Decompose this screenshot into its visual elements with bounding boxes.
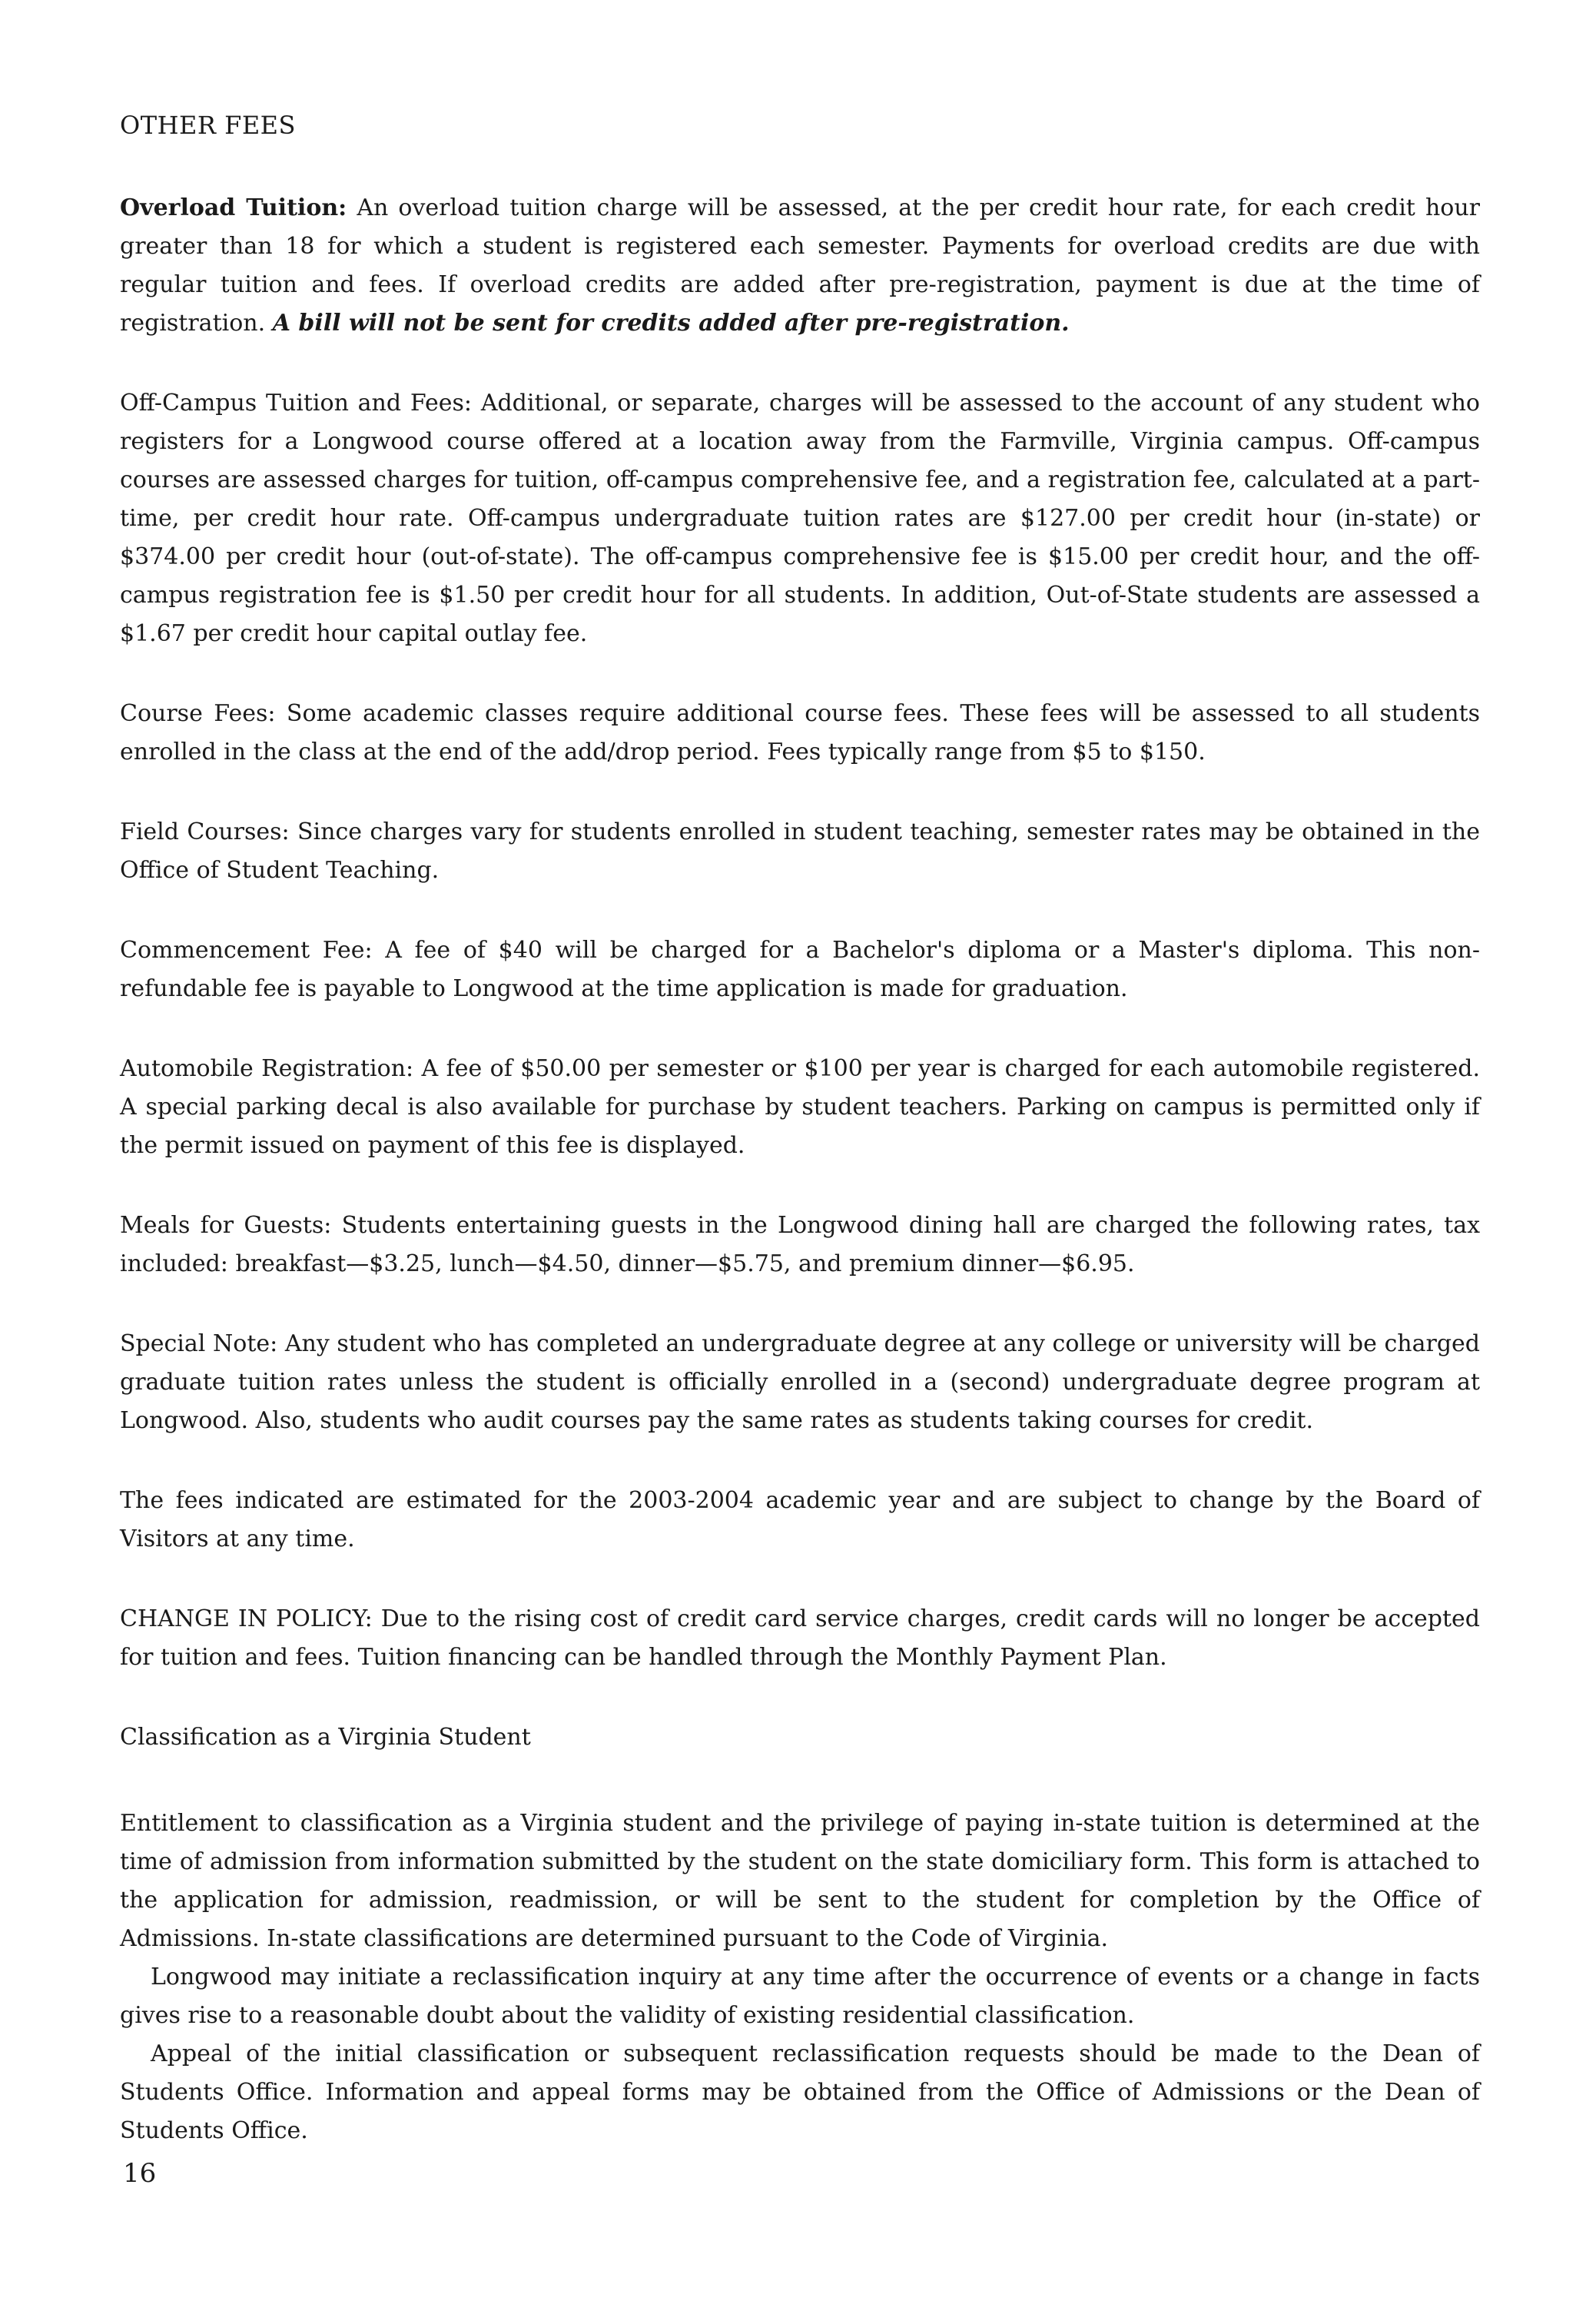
special-note-lead: Special Note:	[120, 1330, 278, 1357]
change-policy-lead: CHANGE IN POLICY:	[120, 1605, 373, 1632]
commencement-text: A fee of $40 will be charged for a Bachelor's diploma or a Master's diploma. This non-refundable fee is payable to Longwood at the time application is made for graduation.	[120, 937, 1480, 1002]
course-fees-text: Some academic classes require additional course fees. These fees will be assessed to all students enrolled in the class at the end of the add/drop period. Fees typically range from $5 to $150.	[120, 700, 1480, 765]
section-heading: OTHER FEES	[120, 111, 296, 140]
classification-paragraph-1: Entitlement to classification as a Virginia student and the privilege of paying in-state tuition is determined at the time of admission from information submitted by the student on the state domiciliary form. This form is attached to the application for admission, readmission, or will be sent to the student for completion by the Office of Admissions. In-state classifications are determined pursuant to the Code of Virginia.	[120, 1810, 1480, 1952]
overload-emphasis: A bill will not be sent for credits added after pre-registration.	[272, 310, 1070, 337]
automobile-lead: Automobile Registration:	[120, 1055, 414, 1082]
overload-paragraph	[120, 189, 1480, 343]
meals-lead: Meals for Guests:	[120, 1212, 332, 1239]
commencement-lead: Commencement Fee:	[120, 937, 373, 964]
estimate-note-paragraph: The fees indicated are estimated for the 2003-2004 academic year and are subject to change by the Board of Visitors at any time.	[120, 1487, 1480, 1552]
offcampus-lead: Off-Campus Tuition and Fees:	[120, 390, 473, 417]
change-policy-text: Due to the rising cost of credit card service charges, credit cards will no longer be accepted for tuition and fees. Tuition financing can be handled through the Monthly Payment Plan.	[120, 1605, 1481, 1671]
classification-heading: Classification as a Virginia Student	[120, 1724, 531, 1751]
overload-text: An overload tuition charge will be assessed, at the per credit hour rate, for each credit hour greater than 18 for which a student is registered each semester. Payments for overload credits are due with regular tuition and fees. If overload credits are added after pre-registration, payment is due at the time of registration.	[120, 194, 1480, 337]
offcampus-text: Additional, or separate, charges will be assessed to the account of any student who registers for a Longwood course offered at a location away from the Farmville, Virginia campus. Off-campus courses are assessed charges for tuition, off-campus comprehensive fee, and a registration fee, calculated at a part-time, per credit hour rate. Off-campus undergraduate tuition rates are $127.00 per credit hour (in-state) or $374.00 per credit hour (out-of-state). The off-campus comprehensive fee is $15.00 per credit hour, and the off-campus registration fee is $1.50 per credit hour for all students. In addition, Out-of-State students are assessed a $1.67 per credit hour capital outlay fee.	[120, 390, 1480, 647]
course-fees-lead: Course Fees:	[120, 700, 276, 727]
field-courses-text: Since charges vary for students enrolled in student teaching, semester rates may be obtained in the Office of Student Teaching.	[120, 818, 1480, 884]
change-policy-paragraph	[120, 1600, 1480, 1677]
commencement-paragraph	[120, 931, 1480, 1008]
field-courses-paragraph	[120, 813, 1480, 890]
special-note-text: Any student who has completed an undergraduate degree at any college or university will be charged graduate tuition rates unless the student is officially enrolled in a (second) undergraduate degree program at Longwood. Also, students who audit courses pay the same rates as students taking courses for credit.	[120, 1330, 1480, 1434]
offcampus-paragraph	[120, 384, 1480, 653]
special-note-paragraph	[120, 1325, 1480, 1440]
field-courses-lead: Field Courses:	[120, 818, 290, 845]
page-number: 16	[123, 2158, 157, 2189]
page-content	[120, 106, 1480, 2150]
meals-text: Students entertaining guests in the Longwood dining hall are charged the following rates, tax included: breakfast—$3.25, lunch—$4.50, dinner—$5.75, and premium dinner—$6.95.	[120, 1212, 1481, 1277]
automobile-paragraph	[120, 1050, 1480, 1165]
classification-paragraph-2: Longwood may initiate a reclassification inquiry at any time after the occurrence of events or a change in facts gives rise to a reasonable doubt about the validity of existing residential classification.	[120, 1964, 1480, 2029]
meals-paragraph	[120, 1207, 1480, 1283]
automobile-text: A fee of $50.00 per semester or $100 per year is charged for each automobile registered. A special parking decal is also available for purchase by student teachers. Parking on campus is permitted only if the permit issued on payment of this fee is displayed.	[120, 1055, 1480, 1159]
classification-paragraph-3: Appeal of the initial classification or subsequent reclassification requests should be made to the Dean of Students Office. Information and appeal forms may be obtained from the Office of Admissions or the Dean of Students Office.	[120, 2040, 1480, 2144]
overload-lead: Overload Tuition:	[120, 194, 347, 221]
course-fees-paragraph	[120, 695, 1480, 772]
